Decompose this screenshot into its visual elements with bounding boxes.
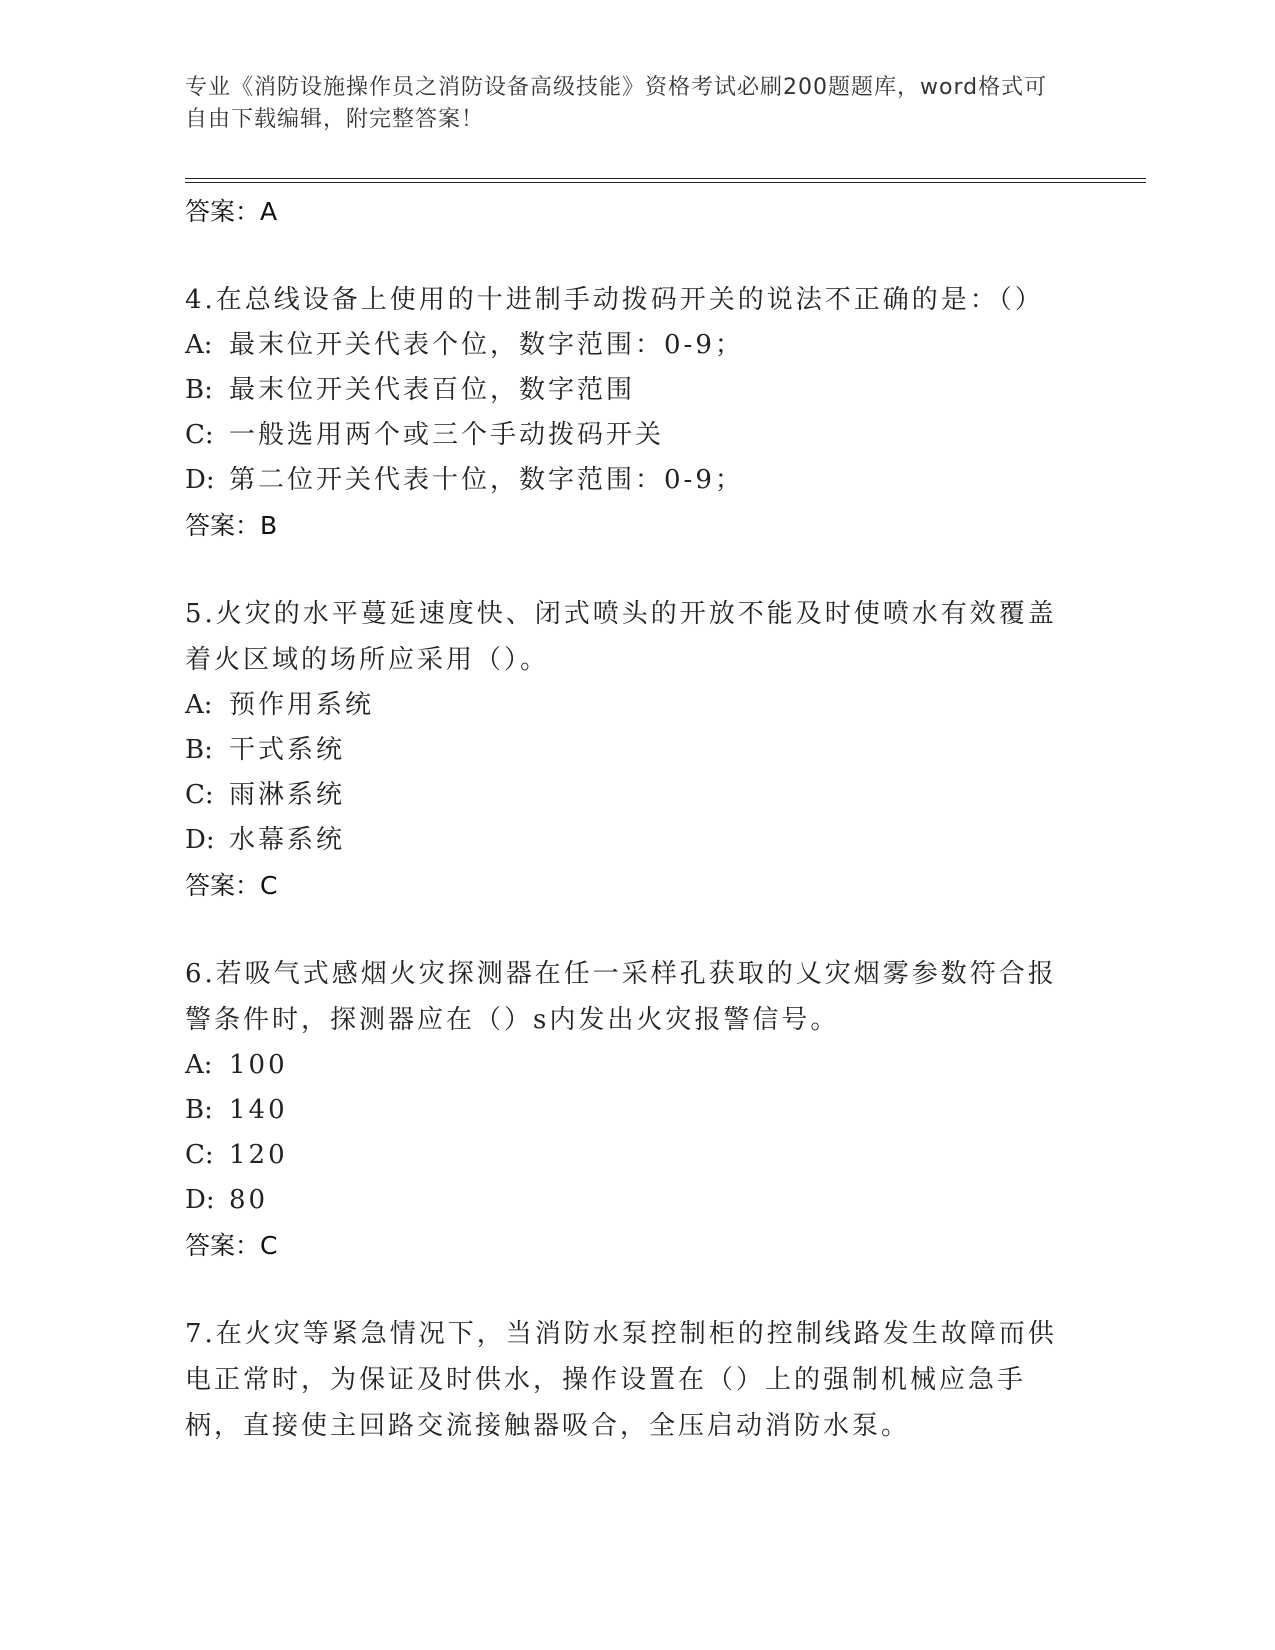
option-label: D: bbox=[185, 825, 215, 855]
option-d bbox=[185, 818, 1065, 863]
header-divider-top bbox=[185, 178, 1146, 179]
question-block-4 bbox=[185, 277, 1065, 549]
question-block-7 bbox=[185, 1311, 1065, 1449]
option-label: C: bbox=[185, 1140, 214, 1170]
option-b bbox=[185, 368, 1065, 413]
option-label: D: bbox=[185, 1185, 215, 1215]
option-text: 一般选用两个或三个手动拨码开关 bbox=[229, 420, 665, 450]
option-text: 80 bbox=[229, 1185, 269, 1215]
option-label: B: bbox=[185, 1095, 213, 1125]
option-b bbox=[185, 728, 1065, 773]
option-a bbox=[185, 683, 1065, 728]
document-header: 专业《消防设施操作员之消防设备高级技能》资格考试必刷200题题库，word格式可自由下载编辑，附完整答案！ bbox=[185, 75, 1048, 132]
option-d bbox=[185, 1178, 1065, 1223]
option-text: 第二位开关代表十位，数字范围：0-9； bbox=[229, 465, 744, 495]
option-label: C: bbox=[185, 780, 214, 810]
option-label: C: bbox=[185, 420, 214, 450]
option-label: B: bbox=[185, 375, 213, 405]
option-b bbox=[185, 1088, 1065, 1133]
option-label: B: bbox=[185, 735, 213, 765]
question-text: 4.在总线设备上使用的十进制手动拨码开关的说法不正确的是：（） bbox=[185, 285, 1044, 315]
header-divider-bottom bbox=[185, 182, 1146, 183]
option-text: 雨淋系统 bbox=[229, 780, 346, 810]
option-c bbox=[185, 413, 1065, 458]
question-list bbox=[185, 185, 1065, 1449]
option-c bbox=[185, 1133, 1065, 1178]
option-label: A: bbox=[185, 1050, 213, 1080]
option-label: A: bbox=[185, 330, 213, 360]
option-text: 水幕系统 bbox=[229, 825, 346, 855]
option-label: A: bbox=[185, 690, 213, 720]
answer-line: 答案：B bbox=[185, 511, 278, 540]
option-text: 120 bbox=[229, 1140, 288, 1170]
option-c bbox=[185, 773, 1065, 818]
option-text: 140 bbox=[229, 1095, 288, 1125]
answer-line: 答案：C bbox=[185, 1231, 278, 1260]
question-text: 5.火灾的水平蔓延速度快、闭式喷头的开放不能及时使喷水有效覆盖着火区域的场所应采用（）。 bbox=[185, 599, 1057, 675]
option-text: 最末位开关代表百位，数字范围 bbox=[229, 375, 636, 405]
option-text: 预作用系统 bbox=[229, 690, 375, 720]
option-text: 100 bbox=[229, 1050, 288, 1080]
option-label: D: bbox=[185, 465, 215, 495]
option-text: 干式系统 bbox=[229, 735, 346, 765]
question-block-6 bbox=[185, 951, 1065, 1269]
answer-line: 答案：A bbox=[185, 197, 278, 226]
question-text: 7.在火灾等紧急情况下，当消防水泵控制柜的控制线路发生故障而供电正常时，为保证及时供水，操作设置在（）上的强制机械应急手柄，直接使主回路交流接触器吸合，全压启动消防水泵。 bbox=[185, 1319, 1057, 1441]
question-text: 6.若吸气式感烟火灾探测器在任一采样孔获取的乂灾烟雾参数符合报警条件时，探测器应在（）s内发出火灾报警信号。 bbox=[185, 959, 1057, 1035]
option-text: 最末位开关代表个位，数字范围：0-9； bbox=[229, 330, 744, 360]
option-a bbox=[185, 323, 1065, 368]
answer-line: 答案：C bbox=[185, 871, 278, 900]
option-a bbox=[185, 1043, 1065, 1088]
option-d bbox=[185, 458, 1065, 503]
question-block-5 bbox=[185, 591, 1065, 909]
